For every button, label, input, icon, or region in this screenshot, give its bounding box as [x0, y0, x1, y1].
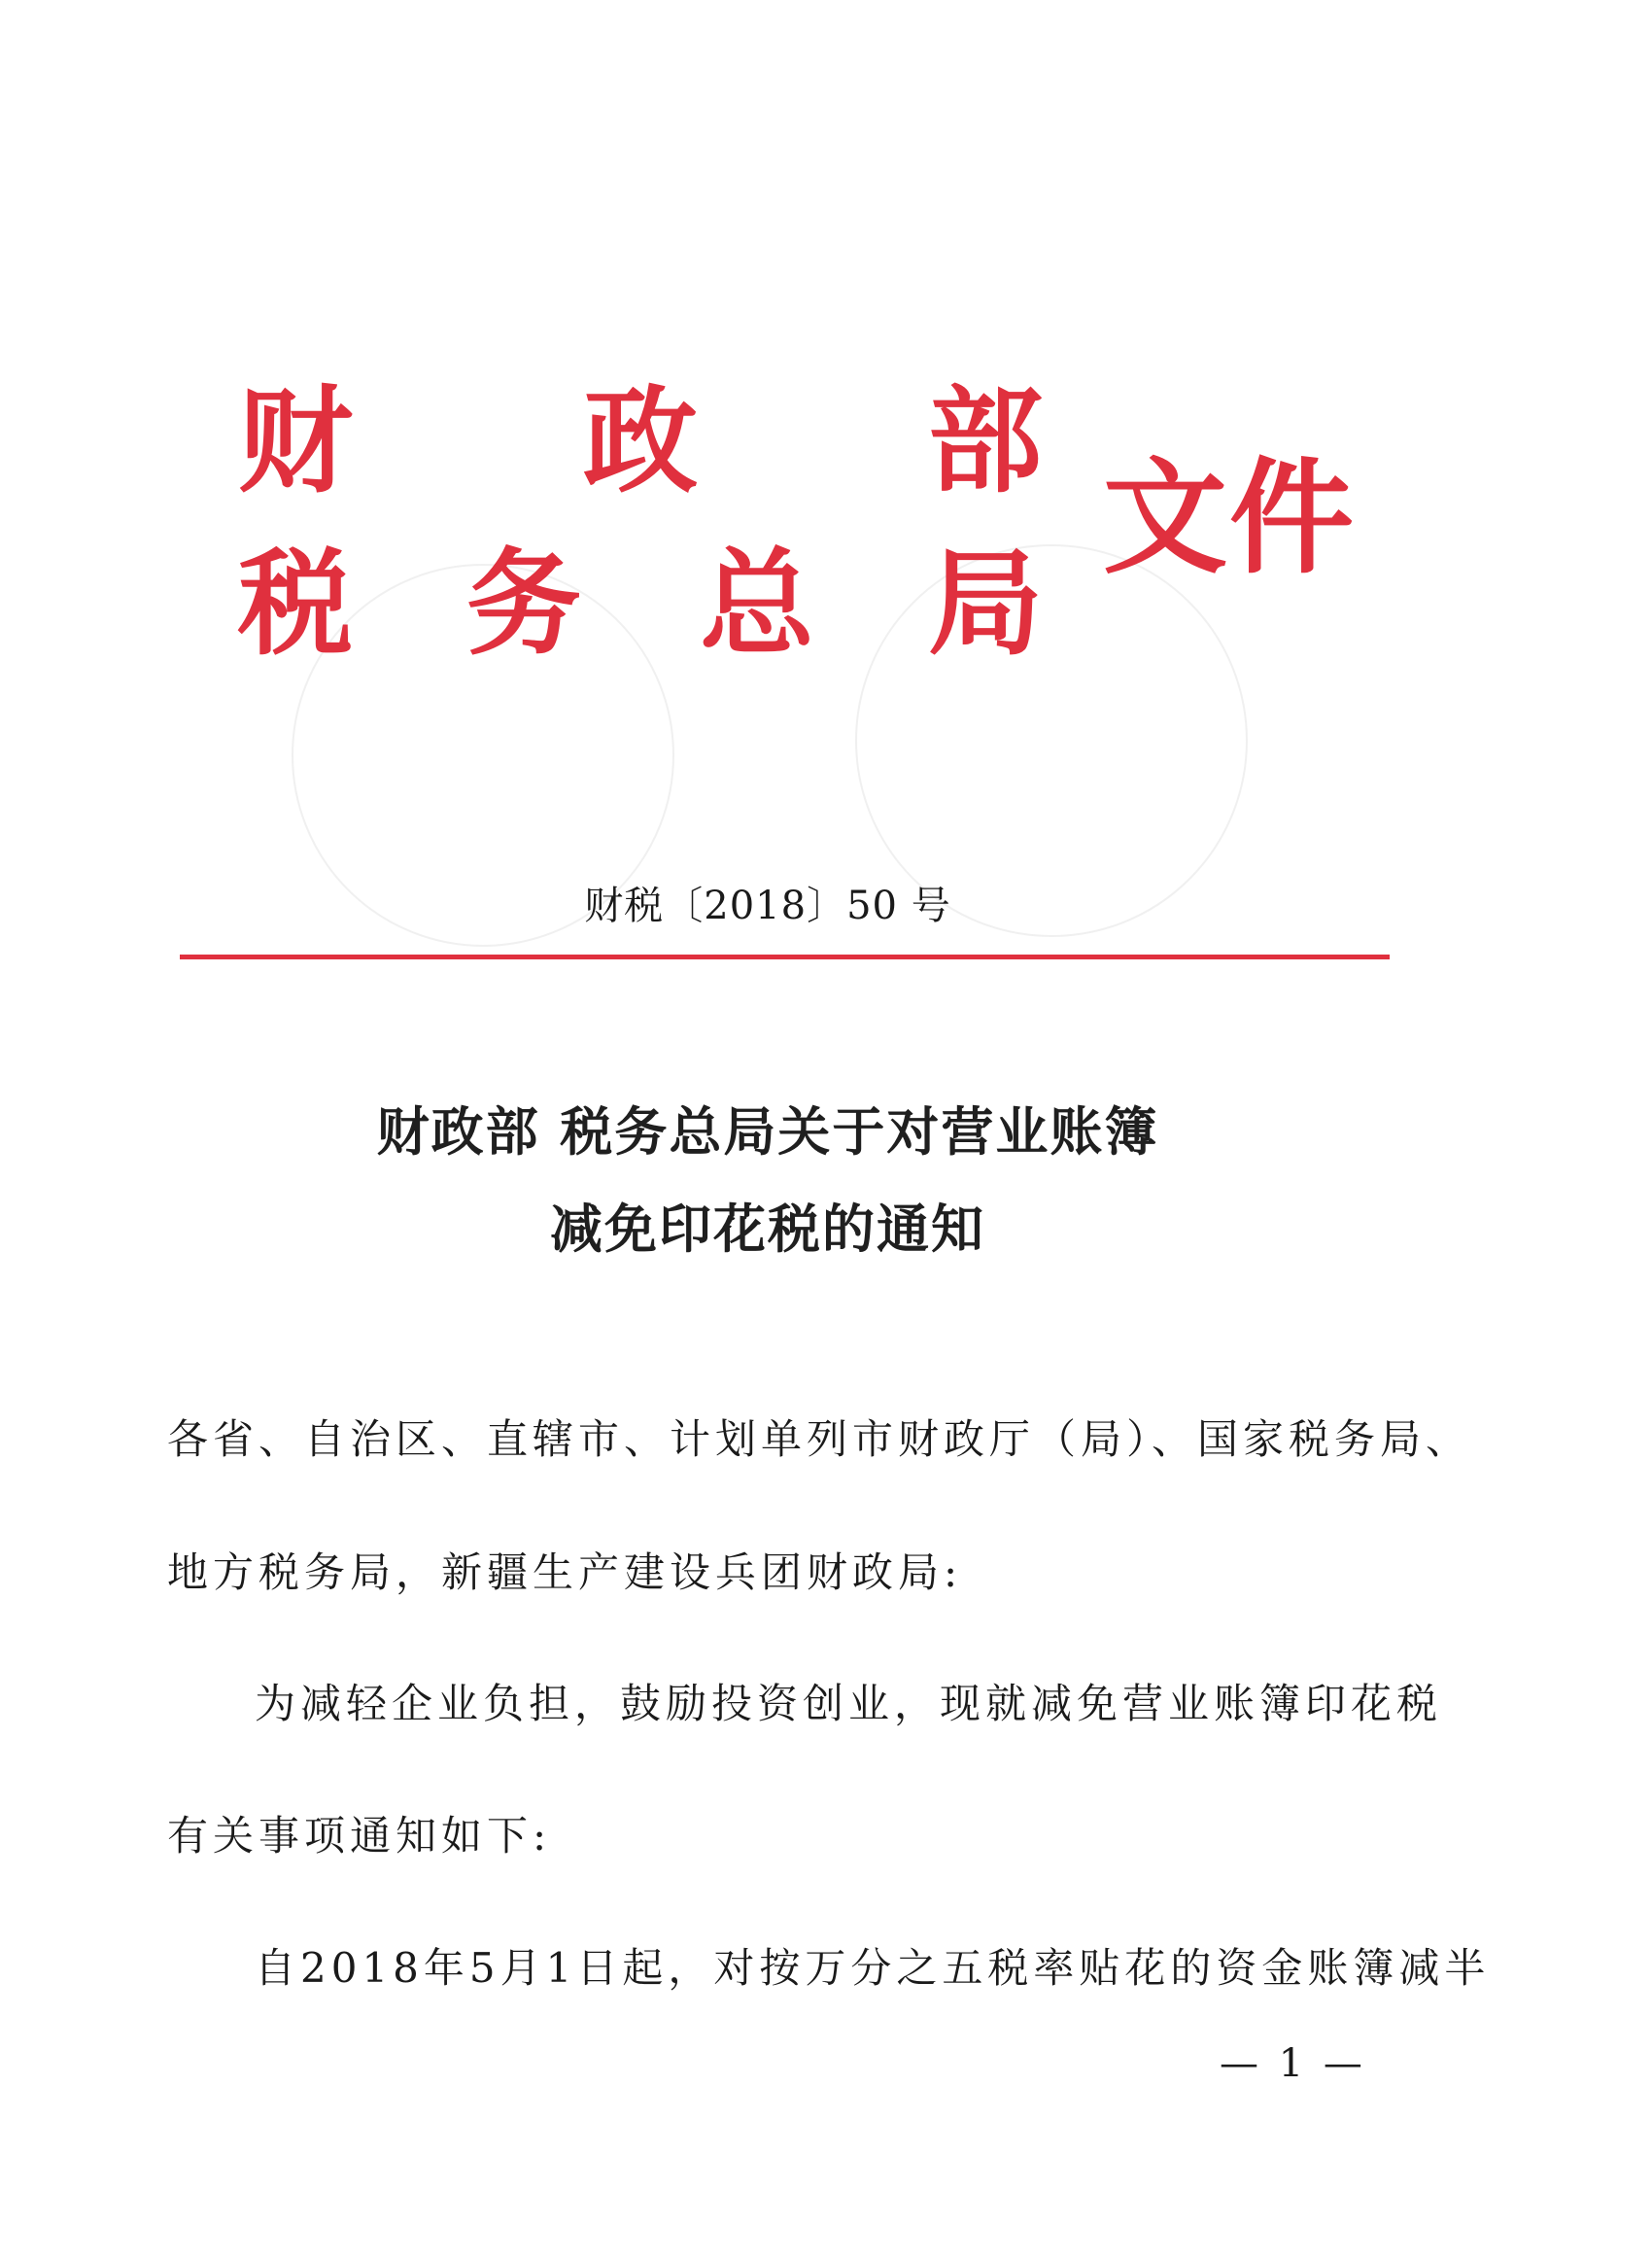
body-line: 地方税务局，新疆生产建设兵团财政局: — [167, 1548, 963, 1596]
masthead-char: 政 — [583, 374, 699, 508]
masthead-char: 务 — [466, 537, 582, 671]
body-line: 为减轻企业负担，鼓励投资创业，现就减免营业账簿印花税 — [255, 1680, 1443, 1727]
masthead-char: 财 — [238, 374, 354, 508]
red-divider — [180, 955, 1390, 959]
document-number: 财税〔2018〕50 号 — [584, 884, 951, 928]
document-title-line-1: 财政部 税务总局关于对营业账簿 — [376, 1101, 1159, 1163]
masthead-char: 税 — [238, 537, 354, 671]
body-line: 各省、自治区、直辖市、计划单列市财政厅（局）、国家税务局、 — [167, 1415, 1472, 1463]
masthead-char: 局 — [928, 537, 1044, 671]
page-number: — 1 — — [1220, 2041, 1366, 2086]
masthead-char: 部 — [928, 374, 1044, 508]
masthead-suffix: 文件 — [1103, 446, 1357, 591]
masthead-char: 总 — [700, 537, 815, 671]
body-line: 自2018年5月1日起，对按万分之五税率贴花的资金账簿减半 — [255, 1944, 1491, 1992]
document-title-line-2: 减免印花税的通知 — [550, 1199, 985, 1260]
body-line: 有关事项通知如下: — [167, 1812, 552, 1860]
